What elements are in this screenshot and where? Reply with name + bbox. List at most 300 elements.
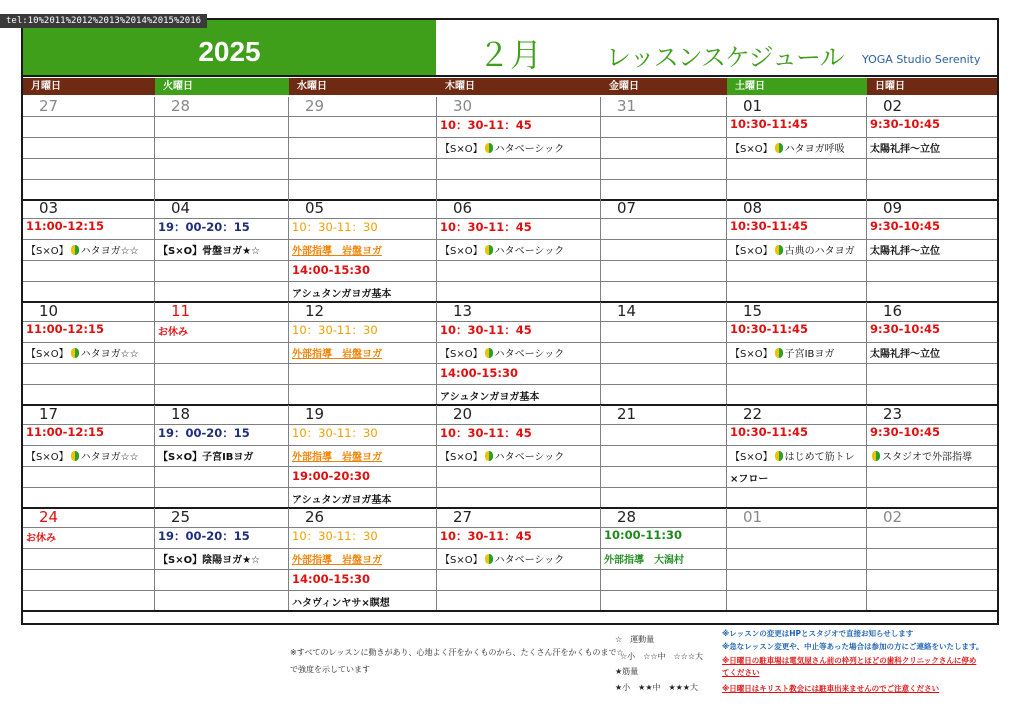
lesson-time: 14:00-15:30 xyxy=(292,572,370,586)
lesson-name xyxy=(440,551,564,566)
lesson-name: 【S×O】骨盤ヨガ★☆ xyxy=(158,246,261,257)
notice-3: ※日曜日の駐車場は電気屋さん前の枠列とほどの歯科クリニックさんに停めてください xyxy=(722,656,977,677)
beginner-mark-icon xyxy=(485,451,493,461)
day-cell[interactable] xyxy=(727,508,867,610)
day-number: 28 xyxy=(617,508,637,526)
lesson-title: ハタベーシック xyxy=(494,555,565,566)
cell-divider xyxy=(23,445,154,446)
day-cell[interactable] xyxy=(727,405,867,507)
day-number: 17 xyxy=(39,405,59,423)
day-cell[interactable] xyxy=(601,508,727,610)
cell-divider xyxy=(601,590,726,591)
day-cell[interactable] xyxy=(23,508,155,610)
day-number: 19 xyxy=(305,405,325,423)
day-cell[interactable] xyxy=(437,508,601,610)
weekday-3: 木曜日 xyxy=(437,78,601,95)
cell-divider xyxy=(601,363,726,364)
cell-divider xyxy=(867,342,997,343)
day-number: 11 xyxy=(171,302,191,320)
lesson-time: 19：00-20：15 xyxy=(158,426,250,440)
cell-divider xyxy=(155,179,288,180)
day-cell[interactable] xyxy=(437,302,601,404)
day-cell[interactable] xyxy=(155,199,289,301)
lesson-title: ハタヨガ呼吸 xyxy=(784,144,845,155)
lesson-title: 子宮IBヨガ xyxy=(784,349,835,360)
cell-divider xyxy=(289,260,436,261)
cell-divider xyxy=(23,342,154,343)
day-cell[interactable] xyxy=(289,508,437,610)
cell-divider xyxy=(601,116,726,117)
day-cell[interactable] xyxy=(867,97,997,199)
notice-2: ※急なレッスン変更や、中止等あった場合は参加の方にご連絡をいたします。 xyxy=(722,642,984,651)
lesson-title: ハタベーシック xyxy=(494,144,565,155)
lesson-time: 10:30-11:45 xyxy=(730,425,808,439)
cell-divider xyxy=(437,487,600,488)
week-row xyxy=(23,97,997,201)
cell-divider xyxy=(727,590,866,591)
cell-divider xyxy=(23,363,154,364)
day-number: 07 xyxy=(617,199,637,217)
day-number: 10 xyxy=(39,302,59,320)
lesson-name: お休み xyxy=(158,327,188,338)
day-number: 14 xyxy=(617,302,637,320)
day-cell[interactable] xyxy=(437,199,601,301)
cell-divider xyxy=(289,239,436,240)
lesson-name: 外部指導 岩盤ヨガ xyxy=(292,349,382,360)
month-title: ２月 xyxy=(478,37,543,73)
day-number: 13 xyxy=(453,302,473,320)
cell-divider xyxy=(437,548,600,549)
cell-divider xyxy=(289,158,436,159)
lesson-time: 10：30-11：45 xyxy=(440,220,532,234)
day-cell[interactable] xyxy=(727,199,867,301)
cell-divider xyxy=(155,590,288,591)
cell-divider xyxy=(155,116,288,117)
lesson-name xyxy=(440,242,564,257)
day-cell[interactable] xyxy=(23,302,155,404)
cell-divider xyxy=(289,137,436,138)
day-number: 30 xyxy=(453,97,473,115)
lesson-prefix: 【S×O】 xyxy=(440,246,483,257)
cell-divider xyxy=(601,179,726,180)
cell-divider xyxy=(601,424,726,425)
cell-divider xyxy=(601,342,726,343)
day-number: 02 xyxy=(883,97,903,115)
day-number: 27 xyxy=(39,97,59,115)
lesson-time: 10：30-11：45 xyxy=(440,529,532,543)
beginner-mark-icon xyxy=(485,348,493,358)
beginner-mark-icon xyxy=(71,348,79,358)
lesson-title: はじめて筋トレ xyxy=(784,452,855,463)
day-cell[interactable] xyxy=(867,302,997,404)
cell-divider xyxy=(727,260,866,261)
weekday-0: 月曜日 xyxy=(23,78,155,95)
lesson-prefix: 【S×O】 xyxy=(730,349,773,360)
day-cell[interactable] xyxy=(601,302,727,404)
lesson-time: 10：30-11：30 xyxy=(292,220,378,234)
day-number: 25 xyxy=(171,508,191,526)
lesson-time: 10:30-11:45 xyxy=(730,219,808,233)
cell-divider xyxy=(23,590,154,591)
cell-divider xyxy=(155,260,288,261)
lesson-name: アシュタンガヨガ基本 xyxy=(440,392,540,403)
cell-divider xyxy=(23,260,154,261)
footer-note-2: で強度を示しています xyxy=(290,665,370,674)
day-number: 26 xyxy=(305,508,325,526)
lesson-title: スタジオで外部指導 xyxy=(882,452,972,463)
cell-divider xyxy=(155,445,288,446)
weekday-2: 水曜日 xyxy=(289,78,437,95)
lesson-name xyxy=(26,448,139,463)
beginner-mark-icon xyxy=(775,143,783,153)
day-cell[interactable] xyxy=(437,97,601,199)
cell-divider xyxy=(867,569,997,570)
week-row xyxy=(23,405,997,509)
beginner-mark-icon xyxy=(775,348,783,358)
cell-divider xyxy=(867,466,997,467)
cell-divider xyxy=(867,239,997,240)
cell-divider xyxy=(437,569,600,570)
lesson-prefix: 【S×O】 xyxy=(26,246,69,257)
week-row xyxy=(23,302,997,406)
lesson-time: 9:30-10:45 xyxy=(870,219,940,233)
lesson-name xyxy=(440,140,564,155)
day-cell[interactable] xyxy=(601,97,727,199)
cell-divider xyxy=(437,363,600,364)
cell-divider xyxy=(437,260,600,261)
cell-divider xyxy=(23,158,154,159)
day-cell[interactable] xyxy=(727,97,867,199)
lesson-time: 10:30-11:45 xyxy=(730,322,808,336)
day-number: 08 xyxy=(743,199,763,217)
cell-divider xyxy=(155,158,288,159)
notice-1: ※レッスンの変更はHPとスタジオで直接お知らせします xyxy=(722,629,914,638)
day-number: 20 xyxy=(453,405,473,423)
day-number: 27 xyxy=(453,508,473,526)
lesson-prefix: 【S×O】 xyxy=(730,246,773,257)
lesson-time: 14:00-15:30 xyxy=(440,366,518,380)
cell-divider xyxy=(867,590,997,591)
week-row xyxy=(23,199,997,303)
lesson-name: お休み xyxy=(26,533,56,544)
cell-divider xyxy=(867,487,997,488)
cell-divider xyxy=(23,569,154,570)
cell-divider xyxy=(23,179,154,180)
lesson-name: 【S×O】陰陽ヨガ★☆ xyxy=(158,555,261,566)
beginner-mark-icon xyxy=(485,245,493,255)
lesson-time: 11:00-12:15 xyxy=(26,425,104,439)
cell-divider xyxy=(437,342,600,343)
cell-divider xyxy=(727,239,866,240)
cell-divider xyxy=(601,239,726,240)
day-cell[interactable] xyxy=(437,405,601,507)
lesson-name xyxy=(26,242,139,257)
cell-divider xyxy=(727,137,866,138)
day-cell[interactable] xyxy=(289,199,437,301)
lesson-title: ハタヨガ☆☆ xyxy=(80,452,139,463)
cell-divider xyxy=(289,445,436,446)
lesson-prefix: 【S×O】 xyxy=(440,349,483,360)
lesson-prefix: 【S×O】 xyxy=(440,144,483,155)
day-cell[interactable] xyxy=(23,97,155,199)
cell-divider xyxy=(437,466,600,467)
beginner-mark-icon xyxy=(485,554,493,564)
lesson-name: 外部指導 大潟村 xyxy=(604,555,684,566)
cell-divider xyxy=(727,466,866,467)
cell-divider xyxy=(155,384,288,385)
cell-divider xyxy=(601,218,726,219)
lesson-name: 太陽礼拝～立位 xyxy=(870,349,940,360)
cell-divider xyxy=(867,281,997,282)
day-cell[interactable] xyxy=(727,302,867,404)
lesson-name: 外部指導 岩盤ヨガ xyxy=(292,452,382,463)
cell-divider xyxy=(867,384,997,385)
day-cell[interactable] xyxy=(601,199,727,301)
cell-divider xyxy=(23,548,154,549)
header-divider xyxy=(23,75,997,77)
lesson-name xyxy=(730,242,855,257)
cell-divider xyxy=(601,466,726,467)
week-row xyxy=(23,508,997,612)
cell-divider xyxy=(727,487,866,488)
lesson-name: 外部指導 岩盤ヨガ xyxy=(292,246,382,257)
weekday-5: 土曜日 xyxy=(727,78,867,95)
cell-divider xyxy=(867,260,997,261)
cell-divider xyxy=(727,527,866,528)
cell-divider xyxy=(155,321,288,322)
lesson-prefix: 【S×O】 xyxy=(730,144,773,155)
lesson-title: ハタベーシック xyxy=(494,349,565,360)
url-tooltip: tel:10%2011%2012%2013%2014%2015%2016 xyxy=(0,14,207,28)
notice-4: ※日曜日はキリスト教会には駐車出来ませんのでご注意ください xyxy=(722,684,940,693)
intensity-title: ☆ 運動量 xyxy=(615,635,655,644)
cell-divider xyxy=(155,137,288,138)
cell-divider xyxy=(601,321,726,322)
strength-levels: ★小 ★★中 ★★★大 xyxy=(615,683,699,692)
cell-divider xyxy=(155,569,288,570)
cell-divider xyxy=(289,384,436,385)
day-number: 05 xyxy=(305,199,325,217)
lesson-name xyxy=(730,345,834,360)
cell-divider xyxy=(601,260,726,261)
lesson-name xyxy=(440,448,564,463)
lesson-time: 9:30-10:45 xyxy=(870,425,940,439)
beginner-mark-icon xyxy=(71,451,79,461)
lesson-time: 14:00-15:30 xyxy=(292,263,370,277)
day-number: 29 xyxy=(305,97,325,115)
day-cell[interactable] xyxy=(155,405,289,507)
day-number: 16 xyxy=(883,302,903,320)
cell-divider xyxy=(601,137,726,138)
beginner-mark-icon xyxy=(872,451,880,461)
lesson-name xyxy=(26,345,139,360)
lesson-name: 太陽礼拝～立位 xyxy=(870,144,940,155)
cell-divider xyxy=(727,384,866,385)
day-number: 28 xyxy=(171,97,191,115)
day-cell[interactable] xyxy=(289,405,437,507)
day-cell[interactable] xyxy=(601,405,727,507)
cell-divider xyxy=(727,569,866,570)
lesson-name: ハタヴィンヤサ×瞑想 xyxy=(292,598,390,609)
lesson-name xyxy=(730,140,845,155)
cell-divider xyxy=(867,137,997,138)
lesson-time: 11:00-12:15 xyxy=(26,322,104,336)
day-cell[interactable] xyxy=(155,508,289,610)
day-number: 23 xyxy=(883,405,903,423)
strength-title: ★筋量 xyxy=(615,667,639,676)
cell-divider xyxy=(437,239,600,240)
cell-divider xyxy=(23,137,154,138)
lesson-name: アシュタンガヨガ基本 xyxy=(292,495,392,506)
lesson-prefix: 【S×O】 xyxy=(26,349,69,360)
year-banner: 2025 xyxy=(23,20,436,75)
day-cell[interactable] xyxy=(289,97,437,199)
cell-divider xyxy=(727,342,866,343)
day-number: 31 xyxy=(617,97,637,115)
cell-divider xyxy=(727,158,866,159)
cell-divider xyxy=(289,281,436,282)
day-cell[interactable] xyxy=(155,97,289,199)
day-number: 04 xyxy=(171,199,191,217)
cell-divider xyxy=(727,281,866,282)
cell-divider xyxy=(289,487,436,488)
cell-divider xyxy=(289,466,436,467)
cell-divider xyxy=(289,548,436,549)
studio-name: YOGA Studio Serenity xyxy=(862,53,981,66)
day-cell[interactable] xyxy=(23,405,155,507)
day-number: 12 xyxy=(305,302,325,320)
cell-divider xyxy=(437,137,600,138)
lesson-title: ハタベーシック xyxy=(494,246,565,257)
lesson-prefix: 【S×O】 xyxy=(440,555,483,566)
lesson-name xyxy=(440,345,564,360)
cell-divider xyxy=(23,527,154,528)
day-number: 22 xyxy=(743,405,763,423)
lesson-time: 10:30-11:45 xyxy=(730,117,808,131)
lesson-prefix: 【S×O】 xyxy=(26,452,69,463)
day-cell[interactable] xyxy=(289,302,437,404)
intensity-levels: ☆小 ☆☆中 ☆☆☆大 xyxy=(620,652,704,661)
lesson-time: 11:00-12:15 xyxy=(26,219,104,233)
day-number: 01 xyxy=(743,508,763,526)
lesson-time: 10：30-11：45 xyxy=(440,118,532,132)
cell-divider xyxy=(437,590,600,591)
cell-divider xyxy=(727,548,866,549)
cell-divider xyxy=(23,239,154,240)
footer-note-1: ※すべてのレッスンに動きがあり、心地よく汗をかくものから、たくさん汗をかくものまで☆ xyxy=(290,648,624,657)
lesson-time: 10：30-11：30 xyxy=(292,529,378,543)
day-number: 02 xyxy=(883,508,903,526)
cell-divider xyxy=(155,487,288,488)
beginner-mark-icon xyxy=(775,245,783,255)
cell-divider xyxy=(601,548,726,549)
cell-divider xyxy=(867,527,997,528)
cell-divider xyxy=(23,116,154,117)
day-cell[interactable] xyxy=(155,302,289,404)
day-number: 01 xyxy=(743,97,763,115)
lesson-title: ハタヨガ☆☆ xyxy=(80,246,139,257)
cell-divider xyxy=(289,569,436,570)
cell-divider xyxy=(23,281,154,282)
cell-divider xyxy=(601,281,726,282)
cell-divider xyxy=(155,281,288,282)
day-number: 18 xyxy=(171,405,191,423)
lesson-name: 【S×O】子宮IBヨガ xyxy=(158,452,254,463)
cell-divider xyxy=(289,179,436,180)
lesson-name xyxy=(870,448,972,463)
beginner-mark-icon xyxy=(775,451,783,461)
cell-divider xyxy=(289,590,436,591)
schedule-title: レッスンスケジュール xyxy=(606,44,844,72)
cell-divider xyxy=(23,384,154,385)
cell-divider xyxy=(867,445,997,446)
cell-divider xyxy=(23,487,154,488)
cell-divider xyxy=(437,158,600,159)
lesson-name: 太陽礼拝～立位 xyxy=(870,246,940,257)
day-cell[interactable] xyxy=(867,199,997,301)
lesson-time: 10：30-11：45 xyxy=(440,426,532,440)
lesson-time: 10：30-11：30 xyxy=(292,426,378,440)
cell-divider xyxy=(727,179,866,180)
day-number: 06 xyxy=(453,199,473,217)
cell-divider xyxy=(289,363,436,364)
day-cell[interactable] xyxy=(867,405,997,507)
cell-divider xyxy=(437,445,600,446)
cell-divider xyxy=(601,569,726,570)
weekday-1: 火曜日 xyxy=(155,78,289,95)
cell-divider xyxy=(867,548,997,549)
day-number: 15 xyxy=(743,302,763,320)
lesson-name: アシュタンガヨガ基本 xyxy=(292,289,392,300)
cell-divider xyxy=(155,342,288,343)
cell-divider xyxy=(867,158,997,159)
day-cell[interactable] xyxy=(23,199,155,301)
lesson-time: 10：30-11：45 xyxy=(440,323,532,337)
weekday-4: 金曜日 xyxy=(601,78,727,95)
cell-divider xyxy=(601,487,726,488)
cell-divider xyxy=(601,158,726,159)
cell-divider xyxy=(727,363,866,364)
cell-divider xyxy=(155,239,288,240)
cell-divider xyxy=(23,466,154,467)
day-number: 09 xyxy=(883,199,903,217)
day-cell[interactable] xyxy=(867,508,997,610)
cell-divider xyxy=(867,179,997,180)
cell-divider xyxy=(437,179,600,180)
beginner-mark-icon xyxy=(71,245,79,255)
day-number: 24 xyxy=(39,508,59,526)
lesson-time: 19：00-20：15 xyxy=(158,529,250,543)
lesson-name: ×フロー xyxy=(730,474,769,485)
cell-divider xyxy=(289,116,436,117)
lesson-time: 10：30-11：30 xyxy=(292,323,378,337)
day-number: 03 xyxy=(39,199,59,217)
weekday-header xyxy=(23,78,997,95)
weekday-6: 日曜日 xyxy=(867,78,997,95)
lesson-title: ハタベーシック xyxy=(494,452,565,463)
cell-divider xyxy=(155,363,288,364)
lesson-time: 9:30-10:45 xyxy=(870,117,940,131)
beginner-mark-icon xyxy=(485,143,493,153)
cell-divider xyxy=(155,548,288,549)
lesson-name: 外部指導 岩盤ヨガ xyxy=(292,555,382,566)
lesson-time: 19:00-20:30 xyxy=(292,469,370,483)
lesson-title: 古典のハタヨガ xyxy=(784,246,855,257)
cell-divider xyxy=(601,445,726,446)
lesson-time: 10:00-11:30 xyxy=(604,528,682,542)
lesson-title: ハタヨガ☆☆ xyxy=(80,349,139,360)
lesson-prefix: 【S×O】 xyxy=(440,452,483,463)
